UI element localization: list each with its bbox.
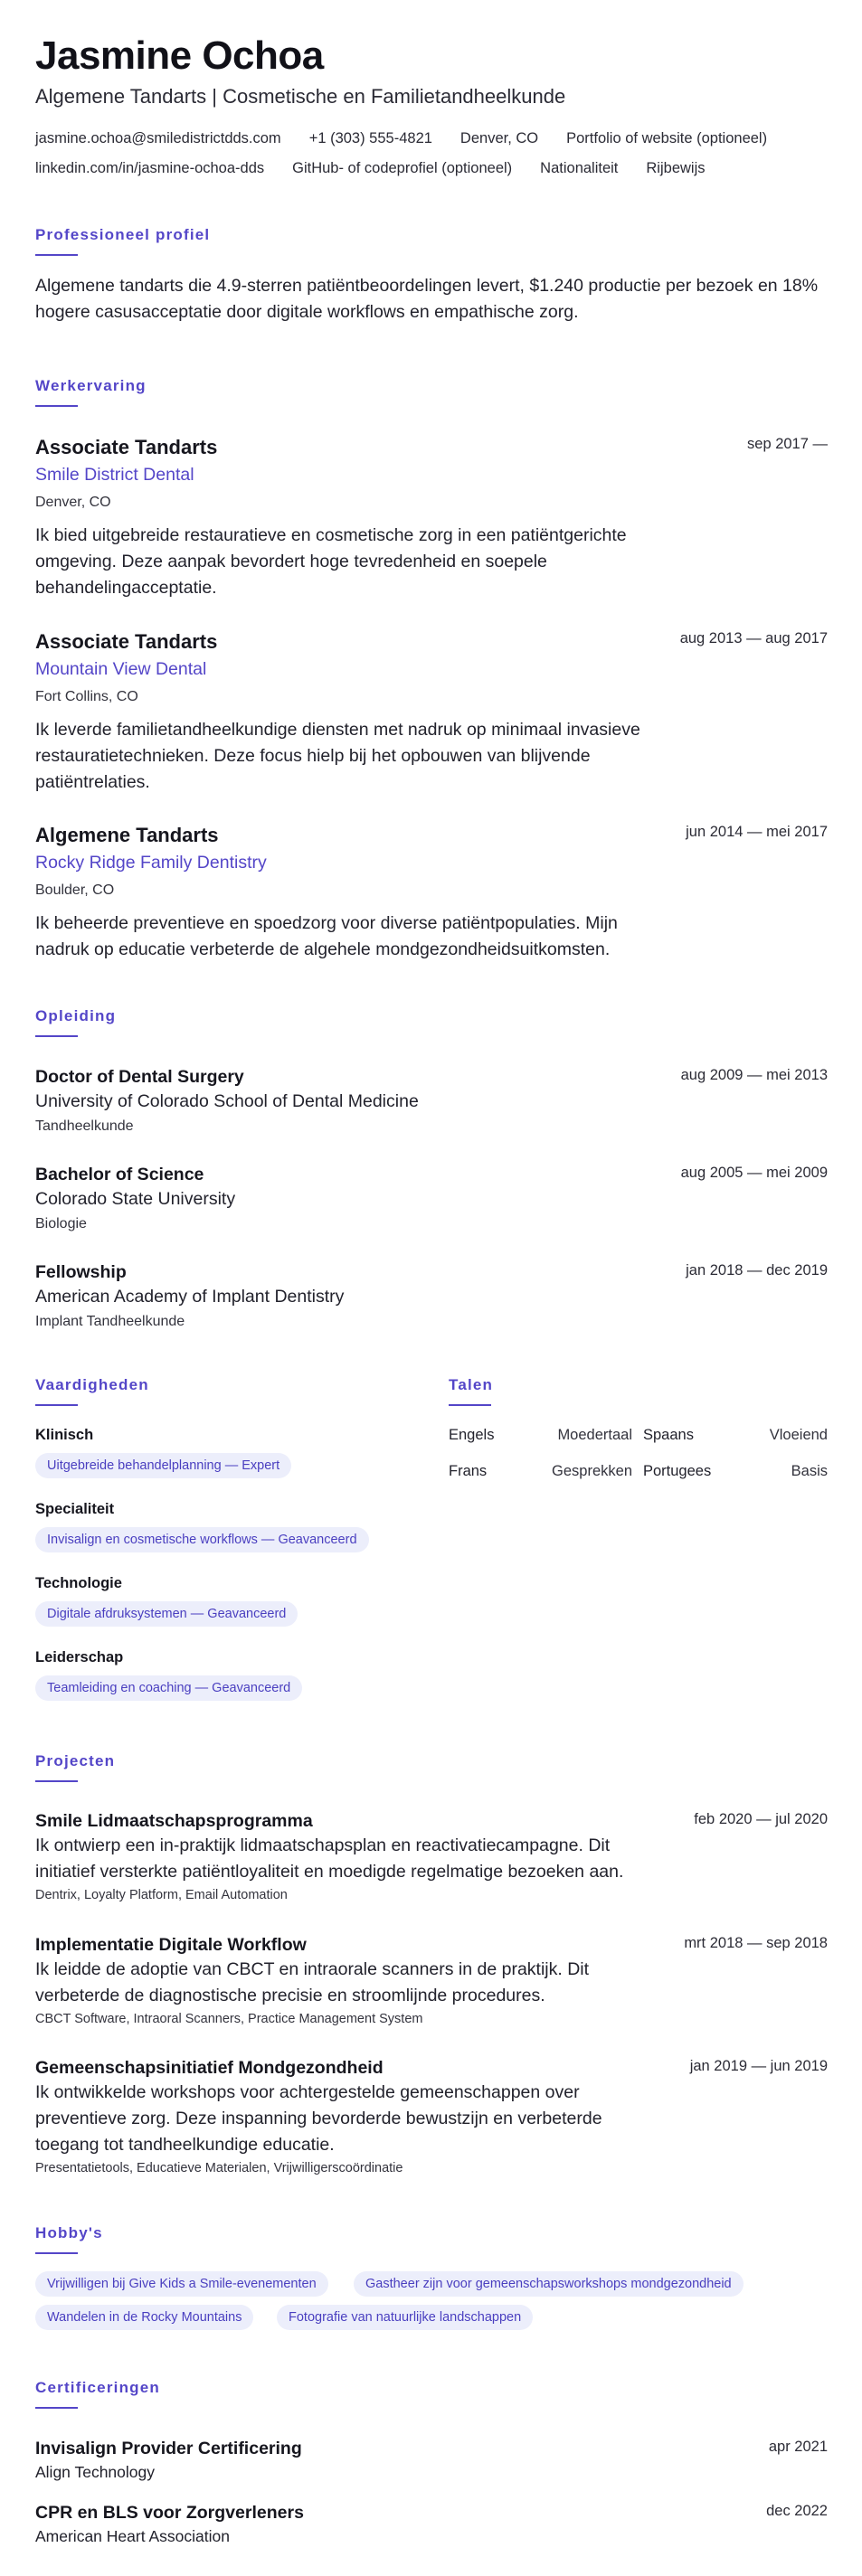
- language-name: Portugees: [643, 1463, 712, 1479]
- job-description: Ik beheerde preventieve en spoedzorg voor diverse patiëntpopulaties. Mijn nadruk op educatie verbeterde de algehele mondgezondheidsuitkomsten.: [35, 913, 618, 959]
- section-heading-profile: Professioneel profiel: [35, 226, 211, 243]
- section-heading-skills: Vaardigheden: [35, 1376, 149, 1393]
- education-dates: aug 2005 — mei 2009: [680, 1165, 828, 1181]
- contact-portfolio[interactable]: Portfolio of website (optioneel): [566, 130, 768, 146]
- project-title: Implementatie Digitale Workflow: [35, 1935, 307, 1955]
- contact-location: Denver, CO: [459, 130, 539, 146]
- job-title: Associate Tandarts: [35, 436, 218, 458]
- skill-category: Leiderschap: [35, 1649, 124, 1665]
- education-school: American Academy of Implant Dentistry: [35, 1287, 345, 1307]
- section-heading-certifications: Certificeringen: [35, 2379, 160, 2396]
- language-name: Spaans: [643, 1427, 694, 1443]
- contact-row-2: [35, 160, 706, 177]
- language-level: Basis: [791, 1463, 828, 1479]
- education-field: Implant Tandheelkunde: [35, 1314, 185, 1329]
- candidate-title: Algemene Tandarts | Cosmetische en Familietandheelkunde: [35, 85, 566, 108]
- job-company: Smile District Dental: [35, 465, 194, 485]
- job-description: Ik leverde familietandheelkundige diensten met nadruk op minimaal invasieve restauratietechnieken. Deze focus hielp bij het opbouwen van blijvende patiëntrelaties.: [35, 720, 640, 792]
- certification-org: American Heart Association: [35, 2527, 230, 2545]
- project-description: Ik ontwierp een in-praktijk lidmaatschapsplan en reactivatiecampagne. Dit initiatief versterkte patiëntloyaliteit en moedigde regelmatige bezoeken aan.: [35, 1835, 624, 1882]
- candidate-name: Jasmine Ochoa: [35, 33, 324, 78]
- education-school: Colorado State University: [35, 1189, 236, 1209]
- skill-pill: Teamleiding en coaching — Geavanceerd: [35, 1675, 302, 1701]
- project-description: Ik ontwikkelde workshops voor achtergestelde gemeenschappen over preventieve zorg. Deze inspanning bevorderde bewustzijn en verbeterde toegang tot tandheelkundige educatie.: [35, 2082, 602, 2155]
- section-heading-projects: Projecten: [35, 1752, 116, 1769]
- project-dates: feb 2020 — jul 2020: [694, 1811, 828, 1827]
- job-company: Rocky Ridge Family Dentistry: [35, 853, 267, 873]
- project-tech: Presentatietools, Educatieve Materialen, Vrijwilligerscoördinatie: [35, 2161, 403, 2175]
- language-name: Engels: [449, 1427, 495, 1443]
- section-rule: [35, 1404, 78, 1406]
- contact-phone[interactable]: +1 (303) 555-4821: [308, 130, 432, 146]
- project-tech: CBCT Software, Intraoral Scanners, Practice Management System: [35, 2012, 423, 2026]
- education-field: Tandheelkunde: [35, 1118, 134, 1134]
- section-heading-experience: Werkervaring: [35, 377, 147, 394]
- section-rule: [35, 1035, 78, 1037]
- skill-pill: Invisalign en cosmetische workflows — Geavanceerd: [35, 1527, 369, 1552]
- contact-email[interactable]: jasmine.ochoa@smiledistrictdds.com: [35, 130, 281, 146]
- contact-linkedin[interactable]: linkedin.com/in/jasmine-ochoa-dds: [35, 160, 265, 176]
- contact-github[interactable]: GitHub- of codeprofiel (optioneel): [292, 160, 513, 176]
- project-dates: jan 2019 — jun 2019: [689, 2058, 828, 2074]
- job-dates: sep 2017 —: [747, 436, 828, 452]
- education-degree: Fellowship: [35, 1262, 127, 1282]
- section-heading-education: Opleiding: [35, 1007, 117, 1024]
- education-degree: Doctor of Dental Surgery: [35, 1067, 244, 1087]
- hobby-pill: Fotografie van natuurlijke landschappen: [277, 2305, 533, 2330]
- certification-name: CPR en BLS voor Zorgverleners: [35, 2503, 304, 2523]
- job-description: Ik bied uitgebreide restauratieve en cosmetische zorg in een patiëntgerichte omgeving. Deze aanpak bevordert hoge tevredenheid en soepele behandelingacceptatie.: [35, 525, 627, 598]
- skill-category: Klinisch: [35, 1427, 94, 1443]
- section-heading-hobbies: Hobby's: [35, 2224, 103, 2241]
- language-level: Gesprekken: [552, 1463, 632, 1479]
- language-level: Vloeiend: [769, 1427, 828, 1443]
- job-location: Denver, CO: [35, 495, 111, 510]
- skill-category: Specialiteit: [35, 1501, 115, 1517]
- section-rule: [35, 254, 78, 256]
- certification-date: apr 2021: [768, 2439, 828, 2455]
- language-name: Frans: [449, 1463, 488, 1479]
- project-title: Gemeenschapsinitiatief Mondgezondheid: [35, 2058, 384, 2078]
- job-company: Mountain View Dental: [35, 659, 207, 679]
- hobby-pill: Vrijwilligen bij Give Kids a Smile-evenementen: [35, 2271, 328, 2297]
- language-level: Moedertaal: [557, 1427, 632, 1443]
- section-rule: [35, 405, 78, 407]
- section-rule: [35, 2407, 78, 2409]
- education-field: Biologie: [35, 1216, 87, 1231]
- project-tech: Dentrix, Loyalty Platform, Email Automation: [35, 1888, 288, 1902]
- contact-row-1: [35, 130, 767, 147]
- certification-name: Invisalign Provider Certificering: [35, 2439, 302, 2458]
- certification-date: dec 2022: [766, 2503, 828, 2519]
- certification-org: Align Technology: [35, 2463, 155, 2481]
- project-dates: mrt 2018 — sep 2018: [684, 1935, 828, 1951]
- job-location: Boulder, CO: [35, 882, 115, 898]
- section-rule: [449, 1404, 491, 1406]
- section-heading-languages: Talen: [449, 1376, 494, 1393]
- section-rule: [35, 2252, 78, 2254]
- job-location: Fort Collins, CO: [35, 689, 138, 704]
- contact-nationality: Nationaliteit: [540, 160, 619, 176]
- project-description: Ik leidde de adoptie van CBCT en intraorale scanners in de praktijk. Dit verbeterde de diagnostische precisie en stroomlijnde procedures.: [35, 1959, 590, 2005]
- education-school: University of Colorado School of Dental Medicine: [35, 1091, 419, 1111]
- hobby-pill: Wandelen in de Rocky Mountains: [35, 2305, 253, 2330]
- hobby-pill: Gastheer zijn voor gemeenschapsworkshops mondgezondheid: [354, 2271, 744, 2297]
- job-dates: aug 2013 — aug 2017: [679, 630, 828, 646]
- skill-pill: Digitale afdruksystemen — Geavanceerd: [35, 1601, 298, 1627]
- education-dates: jan 2018 — dec 2019: [686, 1262, 828, 1279]
- job-dates: jun 2014 — mei 2017: [686, 824, 828, 840]
- profile-text: Algemene tandarts die 4.9-sterren patiëntbeoordelingen levert, $1.240 productie per bezoek en 18% hogere casusacceptatie door digitale workflows en empathische zorg.: [35, 276, 819, 322]
- skill-category: Technologie: [35, 1575, 122, 1591]
- job-title: Algemene Tandarts: [35, 824, 219, 846]
- job-title: Associate Tandarts: [35, 630, 218, 653]
- project-title: Smile Lidmaatschapsprogramma: [35, 1811, 313, 1831]
- education-dates: aug 2009 — mei 2013: [680, 1067, 828, 1083]
- skill-pill: Uitgebreide behandelplanning — Expert: [35, 1453, 291, 1478]
- section-rule: [35, 1780, 78, 1782]
- contact-license: Rijbewijs: [646, 160, 706, 176]
- education-degree: Bachelor of Science: [35, 1165, 204, 1184]
